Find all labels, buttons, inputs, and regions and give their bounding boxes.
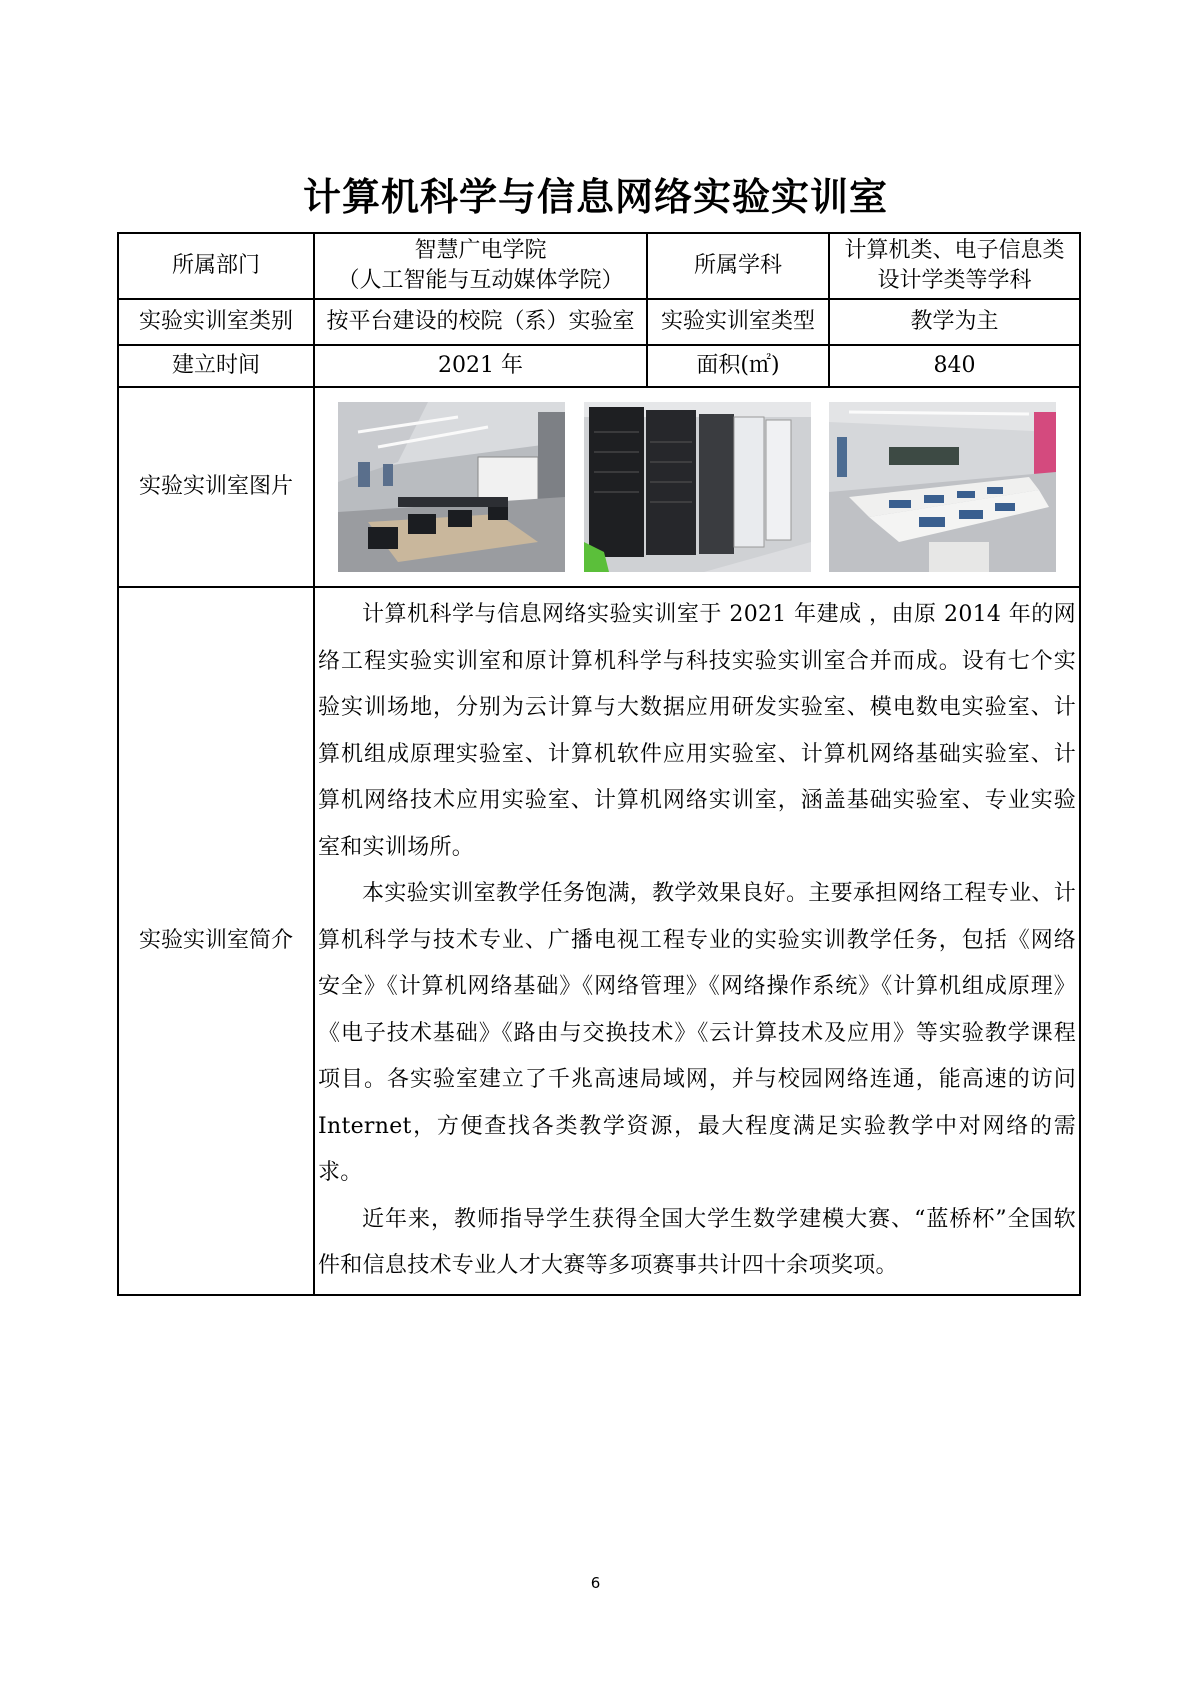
type-value: 教学为主: [829, 299, 1080, 345]
lab-photo-server-room: [584, 402, 811, 572]
intro-label: 实验实训室简介: [118, 587, 314, 1295]
photo-strip: [318, 402, 1076, 572]
photos-label: 实验实训室图片: [118, 387, 314, 587]
dept-value: [314, 233, 647, 299]
intro-paragraph: 近年来，教师指导学生获得全国大学生数学建模大赛、“蓝桥杯”全国软件和信息技术专业人才大赛等多项赛事共计四十余项奖项。: [318, 1206, 1076, 1279]
area-label: 面积(㎡): [647, 345, 829, 387]
subject-value-line1: 计算机类、电子信息类: [844, 238, 1065, 263]
subject-value: [829, 233, 1080, 299]
row-department: [118, 233, 1080, 299]
category-value: 按平台建设的校院（系）实验室: [314, 299, 647, 345]
dept-value-line2: （人工智能与互动媒体学院）: [337, 268, 624, 293]
intro-paragraph: 计算机科学与信息网络实验实训室于 2021 年建成 ，由原 2014 年的网络工程实验实训室和原计算机科学与科技实验实训室合并而成。设有七个实验实训场地，分别为云计算与大数据应用研发实验室、模电数电实验室、计算机组成原理实验室、计算机软件应用实验室、计算机网络基础实验室、计算机网络技术应用实验室、计算机网络实训室，涵盖基础实验室、专业实验室和实训场所。: [318, 602, 1076, 860]
intro-text: [314, 587, 1080, 1295]
dept-value-line1: 智慧广电学院: [414, 238, 547, 263]
page-number: 6: [590, 1574, 601, 1592]
lab-info-table: [117, 232, 1081, 1296]
area-value: 840: [829, 345, 1080, 387]
row-time-area: [118, 345, 1080, 387]
row-photos: [118, 387, 1080, 587]
time-label: 建立时间: [118, 345, 314, 387]
page-title: 计算机科学与信息网络实验实训室: [302, 175, 888, 219]
intro-paragraph: 本实验实训室教学任务饱满，教学效果良好。主要承担网络工程专业、计算机科学与技术专业、广播电视工程专业的实验实训教学任务，包括《网络安全》《计算机网络基础》《网络管理》《网络操作系统》《计算机组成原理》《电子技术基础》《路由与交换技术》《云计算技术及应用》等实验教学课程项目。各实验室建立了千兆高速局域网，并与校园网络连通，能高速的访问 Internet，方便查找各类教学资源，最大程度满足实验教学中对网络的需求。: [318, 881, 1076, 1186]
dept-label: 所属部门: [118, 233, 314, 299]
lab-photo-classroom: [338, 402, 565, 572]
time-value: 2021 年: [314, 345, 647, 387]
subject-label: 所属学科: [647, 233, 829, 299]
photos-cell: [314, 387, 1080, 587]
category-label: 实验实训室类别: [118, 299, 314, 345]
subject-value-line2: 设计学类等学科: [877, 268, 1032, 293]
type-label: 实验实训室类型: [647, 299, 829, 345]
lab-photo-electronics: [829, 402, 1056, 572]
row-category: [118, 299, 1080, 345]
row-intro: [118, 587, 1080, 1295]
